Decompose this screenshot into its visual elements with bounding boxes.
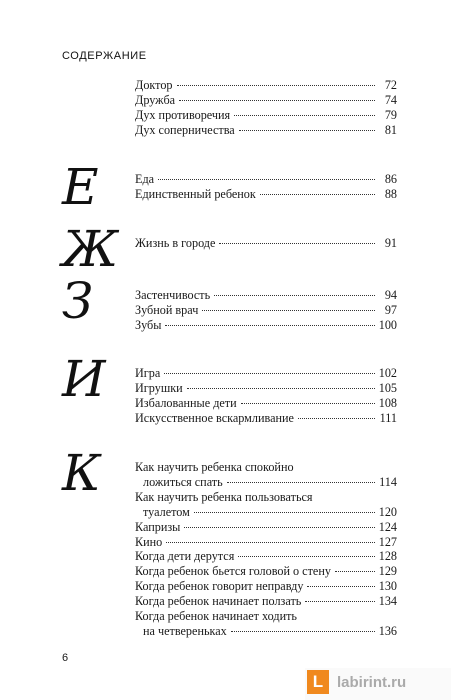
dot-leader (202, 310, 375, 311)
dot-leader (158, 179, 375, 180)
dot-leader (260, 194, 375, 195)
section-letter: К (62, 444, 101, 502)
toc-entry-list (135, 366, 397, 426)
toc-entry-title: Когда ребенок начинает ползать (135, 594, 302, 609)
toc-entry-page: 105 (378, 380, 397, 395)
toc-entry[interactable] (135, 172, 397, 187)
dot-leader (298, 418, 375, 419)
page-number: 6 (62, 652, 69, 664)
dot-leader (184, 527, 374, 528)
dot-leader (238, 556, 374, 557)
toc-entry[interactable] (135, 475, 397, 490)
toc-entry-list (135, 288, 397, 333)
dot-leader (231, 631, 375, 632)
toc-entry-title: Дух соперничества (135, 122, 235, 137)
toc-entry-page: 111 (379, 410, 397, 425)
dot-leader (219, 243, 375, 244)
toc-entry-title: Застенчивость (135, 288, 211, 302)
toc-entry[interactable] (135, 505, 397, 520)
toc-entry[interactable] (135, 93, 397, 108)
toc-entry[interactable] (135, 520, 397, 535)
toc-entry[interactable] (135, 564, 397, 579)
toc-entry-title: Дружба (135, 92, 176, 107)
toc-entry-page: 124 (378, 519, 397, 534)
toc-entry[interactable] (135, 535, 397, 550)
toc-entry[interactable] (135, 579, 397, 594)
watermark-badge (305, 668, 451, 700)
toc-entry-title: Еда (135, 172, 155, 186)
toc-entry-page: 127 (378, 534, 397, 549)
toc-entry-title: Игрушки (135, 380, 183, 395)
toc-entry-title: Зубной врач (135, 302, 199, 317)
toc-entry-page: 94 (384, 288, 397, 302)
dot-leader (166, 542, 374, 543)
toc-entry-continuation: ложиться спать (143, 474, 223, 489)
toc-entry[interactable] (135, 396, 397, 411)
toc-entry[interactable] (135, 78, 397, 93)
toc-entry-page: 129 (378, 564, 397, 579)
toc-entry-page: 81 (384, 122, 397, 137)
toc-entry-title: Когда ребенок начинает ходить (135, 609, 297, 624)
toc-entry-title: Единственный ребенок (135, 186, 256, 201)
dot-leader (165, 325, 374, 326)
toc-entry-page: 72 (384, 78, 397, 92)
dot-leader (305, 601, 374, 602)
toc-entry-continuation: на четвереньках (143, 623, 227, 638)
toc-entry[interactable] (135, 236, 397, 251)
toc-entry[interactable] (135, 123, 397, 138)
toc-entry-title: Когда ребенок говорит неправду (135, 579, 304, 594)
dot-leader (177, 85, 375, 86)
toc-entry-title: Когда дети дерутся (135, 549, 235, 564)
toc-entry[interactable] (135, 187, 397, 202)
toc-entry-page: 108 (378, 395, 397, 410)
toc-entry-title: Дух противоречия (135, 107, 231, 122)
toc-entry-title: Как научить ребенка пользоваться (135, 489, 313, 504)
toc-header: СОДЕРЖАНИЕ (62, 50, 147, 62)
toc-entry[interactable] (135, 288, 397, 303)
toc-entry-page: 120 (378, 504, 397, 519)
site-name: labirint.ru (337, 674, 407, 691)
toc-entry[interactable] (135, 366, 397, 381)
toc-entry-title: Капризы (135, 519, 181, 534)
toc-entry-page: 79 (384, 107, 397, 122)
toc-entry[interactable] (135, 594, 397, 609)
toc-entry-page: 136 (378, 623, 397, 638)
dot-leader (234, 115, 375, 116)
toc-entry[interactable] (135, 318, 397, 333)
toc-entry-title: Доктор (135, 78, 173, 92)
toc-entry-page: 97 (384, 302, 397, 317)
dot-leader (241, 403, 375, 404)
toc-entry-page: 134 (378, 594, 397, 609)
toc-entry-list (135, 460, 397, 639)
toc-entry-title: Жизнь в городе (135, 236, 216, 250)
section-letter: Е (62, 158, 99, 216)
toc-entry-title: Избалованные дети (135, 395, 237, 410)
dot-leader (335, 571, 375, 572)
toc-entry[interactable] (135, 381, 397, 396)
toc-entry-list (135, 78, 397, 138)
toc-entry[interactable] (135, 549, 397, 564)
toc-entry-page: 102 (378, 366, 397, 380)
toc-entry-title: Когда ребенок бьется головой о стену (135, 564, 331, 579)
toc-entry-title: Зубы (135, 317, 162, 332)
dot-leader (179, 100, 375, 101)
dot-leader (214, 295, 375, 296)
toc-entry-list (135, 236, 397, 251)
toc-entry-page: 114 (379, 474, 397, 489)
dot-leader (187, 388, 375, 389)
dot-leader (227, 482, 375, 483)
toc-entry[interactable] (135, 303, 397, 318)
dot-leader (194, 512, 375, 513)
toc-entry-list (135, 172, 397, 202)
toc-entry-title: Игра (135, 366, 161, 380)
toc-entry-page: 91 (384, 236, 397, 250)
dot-leader (307, 586, 374, 587)
toc-entry-title: Кино (135, 534, 163, 549)
toc-entry-page: 86 (384, 172, 397, 186)
site-logo-icon: L (307, 670, 329, 694)
toc-entry[interactable] (135, 108, 397, 123)
toc-entry[interactable] (135, 624, 397, 639)
toc-entry-page: 100 (378, 317, 397, 332)
section-letter: И (62, 350, 106, 408)
toc-entry-title: Искусственное вскармливание (135, 410, 294, 425)
toc-entry-page: 88 (384, 186, 397, 201)
toc-entry[interactable] (135, 411, 397, 426)
dot-leader (239, 130, 375, 131)
dot-leader (164, 373, 374, 374)
toc-entry-page: 128 (378, 549, 397, 564)
toc-entry-title: Как научить ребенка спокойно (135, 460, 294, 474)
toc-entry-page: 130 (378, 579, 397, 594)
section-letter: З (62, 272, 94, 330)
toc-entry-continuation: туалетом (143, 504, 190, 519)
toc-entry-page: 74 (384, 92, 397, 107)
section-letter: Ж (62, 220, 119, 278)
